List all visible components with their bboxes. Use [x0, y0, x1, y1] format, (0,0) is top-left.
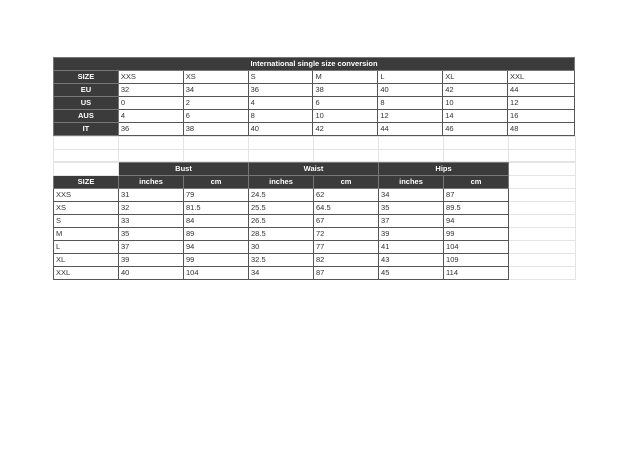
measurement-cell: 62	[314, 189, 379, 202]
measurement-size: XXL	[54, 267, 119, 280]
conversion-cell: 4	[248, 97, 313, 110]
measurement-cell: 81.5	[184, 202, 249, 215]
body-measurements-table	[53, 162, 576, 280]
conversion-cell: S	[248, 71, 313, 84]
measurement-cell: 33	[119, 215, 184, 228]
conversion-cell: XXL	[508, 71, 575, 84]
measurement-cell: 39	[379, 228, 444, 241]
measurement-cell: 104	[444, 241, 509, 254]
unit-bust-inches: inches	[119, 176, 184, 189]
measurement-cell: 94	[444, 215, 509, 228]
conversion-row-label: IT	[54, 123, 119, 136]
measurement-cell: 87	[444, 189, 509, 202]
measurement-cell: 32	[119, 202, 184, 215]
conversion-cell: 34	[183, 84, 248, 97]
unit-bust-cm: cm	[184, 176, 249, 189]
conversion-row	[54, 123, 575, 136]
measurement-cell: 35	[379, 202, 444, 215]
conversion-row-label: SIZE	[54, 71, 119, 84]
measurement-cell: 94	[184, 241, 249, 254]
measurement-cell: 79	[184, 189, 249, 202]
measurement-size: L	[54, 241, 119, 254]
conversion-cell: 8	[248, 110, 313, 123]
conversion-cell: 2	[183, 97, 248, 110]
measurement-cell: 72	[314, 228, 379, 241]
unit-hips-cm: cm	[444, 176, 509, 189]
measurement-row	[54, 254, 576, 267]
measurement-cell: 31	[119, 189, 184, 202]
measurement-cell: 84	[184, 215, 249, 228]
conversion-cell: XXS	[118, 71, 183, 84]
conversion-cell: XL	[443, 71, 508, 84]
unit-waist-cm: cm	[314, 176, 379, 189]
measurement-cell: 30	[249, 241, 314, 254]
conversion-title-row	[54, 58, 575, 71]
conversion-cell: 10	[443, 97, 508, 110]
unit-waist-inches: inches	[249, 176, 314, 189]
measurement-cell: 34	[379, 189, 444, 202]
conversion-cell: 4	[118, 110, 183, 123]
measurement-unit-row	[54, 176, 576, 189]
group-bust: Bust	[119, 163, 249, 176]
conversion-cell: 42	[313, 123, 378, 136]
measurement-size: XS	[54, 202, 119, 215]
measurement-cell: 82	[314, 254, 379, 267]
measurement-row	[54, 202, 576, 215]
group-hips: Hips	[379, 163, 509, 176]
measurement-size: XL	[54, 254, 119, 267]
conversion-cell: 12	[508, 97, 575, 110]
measurement-cell: 40	[119, 267, 184, 280]
international-conversion-table	[53, 57, 575, 136]
conversion-cell: 36	[248, 84, 313, 97]
unit-hips-inches: inches	[379, 176, 444, 189]
conversion-cell: 42	[443, 84, 508, 97]
measurement-row	[54, 189, 576, 202]
measurement-cell: 32.5	[249, 254, 314, 267]
conversion-cell: 36	[118, 123, 183, 136]
measurement-size: XXS	[54, 189, 119, 202]
measurement-cell: 64.5	[314, 202, 379, 215]
conversion-row-label: US	[54, 97, 119, 110]
measurement-cell: 99	[444, 228, 509, 241]
conversion-cell: 46	[443, 123, 508, 136]
measurement-cell: 37	[119, 241, 184, 254]
conversion-row	[54, 71, 575, 84]
measurement-row	[54, 267, 576, 280]
conversion-cell: 10	[313, 110, 378, 123]
measurement-size: S	[54, 215, 119, 228]
measurement-cell: 28.5	[249, 228, 314, 241]
group-waist: Waist	[249, 163, 379, 176]
conversion-cell: 32	[118, 84, 183, 97]
measurement-cell: 87	[314, 267, 379, 280]
measurement-cell: 24.5	[249, 189, 314, 202]
conversion-row-label: AUS	[54, 110, 119, 123]
conversion-cell: 6	[313, 97, 378, 110]
conversion-cell: L	[378, 71, 443, 84]
measurement-cell: 99	[184, 254, 249, 267]
conversion-cell: 6	[183, 110, 248, 123]
spacer-grid	[53, 136, 576, 162]
measurement-cell: 89	[184, 228, 249, 241]
conversion-cell: 14	[443, 110, 508, 123]
conversion-cell: 0	[118, 97, 183, 110]
conversion-cell: 38	[183, 123, 248, 136]
conversion-cell: 44	[508, 84, 575, 97]
conversion-title: International single size conversion	[54, 58, 575, 71]
conversion-row	[54, 110, 575, 123]
conversion-cell: 40	[248, 123, 313, 136]
conversion-cell: 8	[378, 97, 443, 110]
size-header: SIZE	[54, 176, 119, 189]
measurement-row	[54, 241, 576, 254]
measurement-cell: 114	[444, 267, 509, 280]
measurement-cell: 35	[119, 228, 184, 241]
measurement-size: M	[54, 228, 119, 241]
measurement-cell: 43	[379, 254, 444, 267]
measurement-row	[54, 215, 576, 228]
measurement-cell: 109	[444, 254, 509, 267]
conversion-cell: 40	[378, 84, 443, 97]
conversion-row	[54, 84, 575, 97]
conversion-cell: M	[313, 71, 378, 84]
conversion-cell: 12	[378, 110, 443, 123]
conversion-cell: 44	[378, 123, 443, 136]
conversion-row-label: EU	[54, 84, 119, 97]
measurement-cell: 89.5	[444, 202, 509, 215]
measurement-cell: 34	[249, 267, 314, 280]
measurement-cell: 25.5	[249, 202, 314, 215]
conversion-cell: 38	[313, 84, 378, 97]
measurement-cell: 77	[314, 241, 379, 254]
measurement-cell: 37	[379, 215, 444, 228]
measurement-row	[54, 228, 576, 241]
conversion-row	[54, 97, 575, 110]
measurement-cell: 67	[314, 215, 379, 228]
measurement-cell: 41	[379, 241, 444, 254]
measurement-cell: 45	[379, 267, 444, 280]
measurement-cell: 104	[184, 267, 249, 280]
conversion-cell: XS	[183, 71, 248, 84]
size-chart-sheet	[53, 57, 575, 280]
measurement-cell: 39	[119, 254, 184, 267]
conversion-cell: 16	[508, 110, 575, 123]
measurement-cell: 26.5	[249, 215, 314, 228]
measurement-group-row	[54, 163, 576, 176]
conversion-cell: 48	[508, 123, 575, 136]
